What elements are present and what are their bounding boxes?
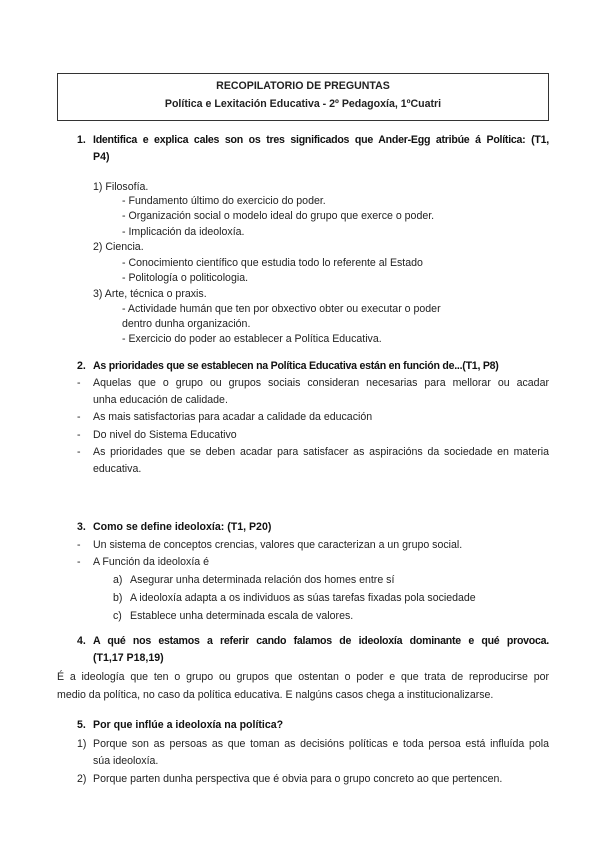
header-box	[57, 73, 549, 121]
question-2-title: As prioridades que se establecen na Política Educativa están en función de...(T1, P8)	[93, 360, 499, 372]
question-number: 2.	[77, 360, 86, 372]
question-4-title: A qué nos estamos a referir cando falamos de ideoloxía dominante e qué provoca.	[93, 635, 549, 647]
dash: -	[77, 429, 81, 441]
list-item: - Organización social o modelo ideal do grupo que exerce o poder.	[122, 210, 435, 222]
list-item: Porque son as persoas as que toman as decisións políticas e toda persoa está influída pola	[93, 738, 549, 750]
list-item: dentro dunha organización.	[122, 318, 251, 330]
dash: -	[77, 411, 81, 423]
list-item: As mais satisfactorias para acadar a calidade da educación	[93, 411, 373, 423]
question-1-title: Identifica e explica cales son os tres significados que Ander-Egg atribúe á Política: (T1,	[93, 134, 549, 146]
sub-item: Establece unha determinada escala de valores.	[130, 610, 354, 622]
sub-marker: a)	[113, 574, 123, 586]
dash: -	[77, 539, 81, 551]
group-label: 3) Arte, técnica o praxis.	[93, 288, 207, 300]
list-marker: 2)	[77, 773, 87, 785]
question-3-title: Como se define ideoloxía: (T1, P20)	[93, 521, 272, 533]
list-item: Un sistema de conceptos crencias, valores que caracterizan a un grupo social.	[93, 539, 463, 551]
list-item: - Fundamento último do exercicio do poder.	[122, 195, 326, 207]
question-4-title-cont: (T1,17 P18,19)	[93, 652, 164, 664]
list-item: - Implicación da ideoloxía.	[122, 226, 245, 238]
question-number: 3.	[77, 521, 86, 533]
list-item: A Función da ideoloxía é	[93, 556, 210, 568]
list-item: Porque parten dunha perspectiva que é obvia para o grupo concreto ao que pertencen.	[93, 773, 503, 785]
group-label: 2) Ciencia.	[93, 241, 144, 253]
question-number: 4.	[77, 635, 86, 647]
list-item: - Conocimiento científico que estudia todo lo referente al Estado	[122, 257, 423, 269]
question-number: 5.	[77, 719, 86, 731]
list-item: - Exercicio do poder ao establecer a Política Educativa.	[122, 333, 382, 345]
question-1-title-cont: P4)	[93, 151, 110, 163]
sub-marker: c)	[113, 610, 122, 622]
list-item: - Politología o politicologia.	[122, 272, 249, 284]
answer-paragraph: medio da política, no caso da política educativa. E nalgúns casos chega a institucionalizarse.	[57, 689, 494, 701]
list-item: Aquelas que o grupo ou grupos sociais consideran necesarias para mellorar ou acadar	[93, 377, 549, 389]
question-5-title: Por que inflúe a ideoloxía na política?	[93, 719, 284, 731]
list-item: - Actividade humán que ten por obxectivo obter ou executar o poder	[122, 303, 441, 315]
list-item: unha educación de calidade.	[93, 394, 228, 406]
sub-marker: b)	[113, 592, 123, 604]
list-item: Do nivel do Sistema Educativo	[93, 429, 237, 441]
dash: -	[77, 556, 81, 568]
sub-item: Asegurar unha determinada relación dos homes entre sí	[130, 574, 395, 586]
dash: -	[77, 377, 81, 389]
list-marker: 1)	[77, 738, 87, 750]
answer-paragraph: É a ideología que ten o grupo ou grupos que ostentan o poder e que trata de reproducirse por	[57, 671, 549, 683]
document-title: RECOPILATORIO DE PREGUNTAS	[216, 80, 390, 92]
document-subtitle: Política e Lexitación Educativa - 2º Pedagoxía, 1ºCuatri	[164, 98, 442, 110]
list-item: As prioridades que se deben acadar para satisfacer as aspiracións da sociedade en materia	[93, 446, 549, 458]
list-item: súa ideoloxía.	[93, 755, 159, 767]
group-label: 1) Filosofía.	[93, 181, 149, 193]
list-item: educativa.	[93, 463, 142, 475]
sub-item: A ideoloxía adapta a os individuos as súas tarefas fixadas pola sociedade	[130, 592, 476, 604]
question-number: 1.	[77, 134, 86, 146]
dash: -	[77, 446, 81, 458]
